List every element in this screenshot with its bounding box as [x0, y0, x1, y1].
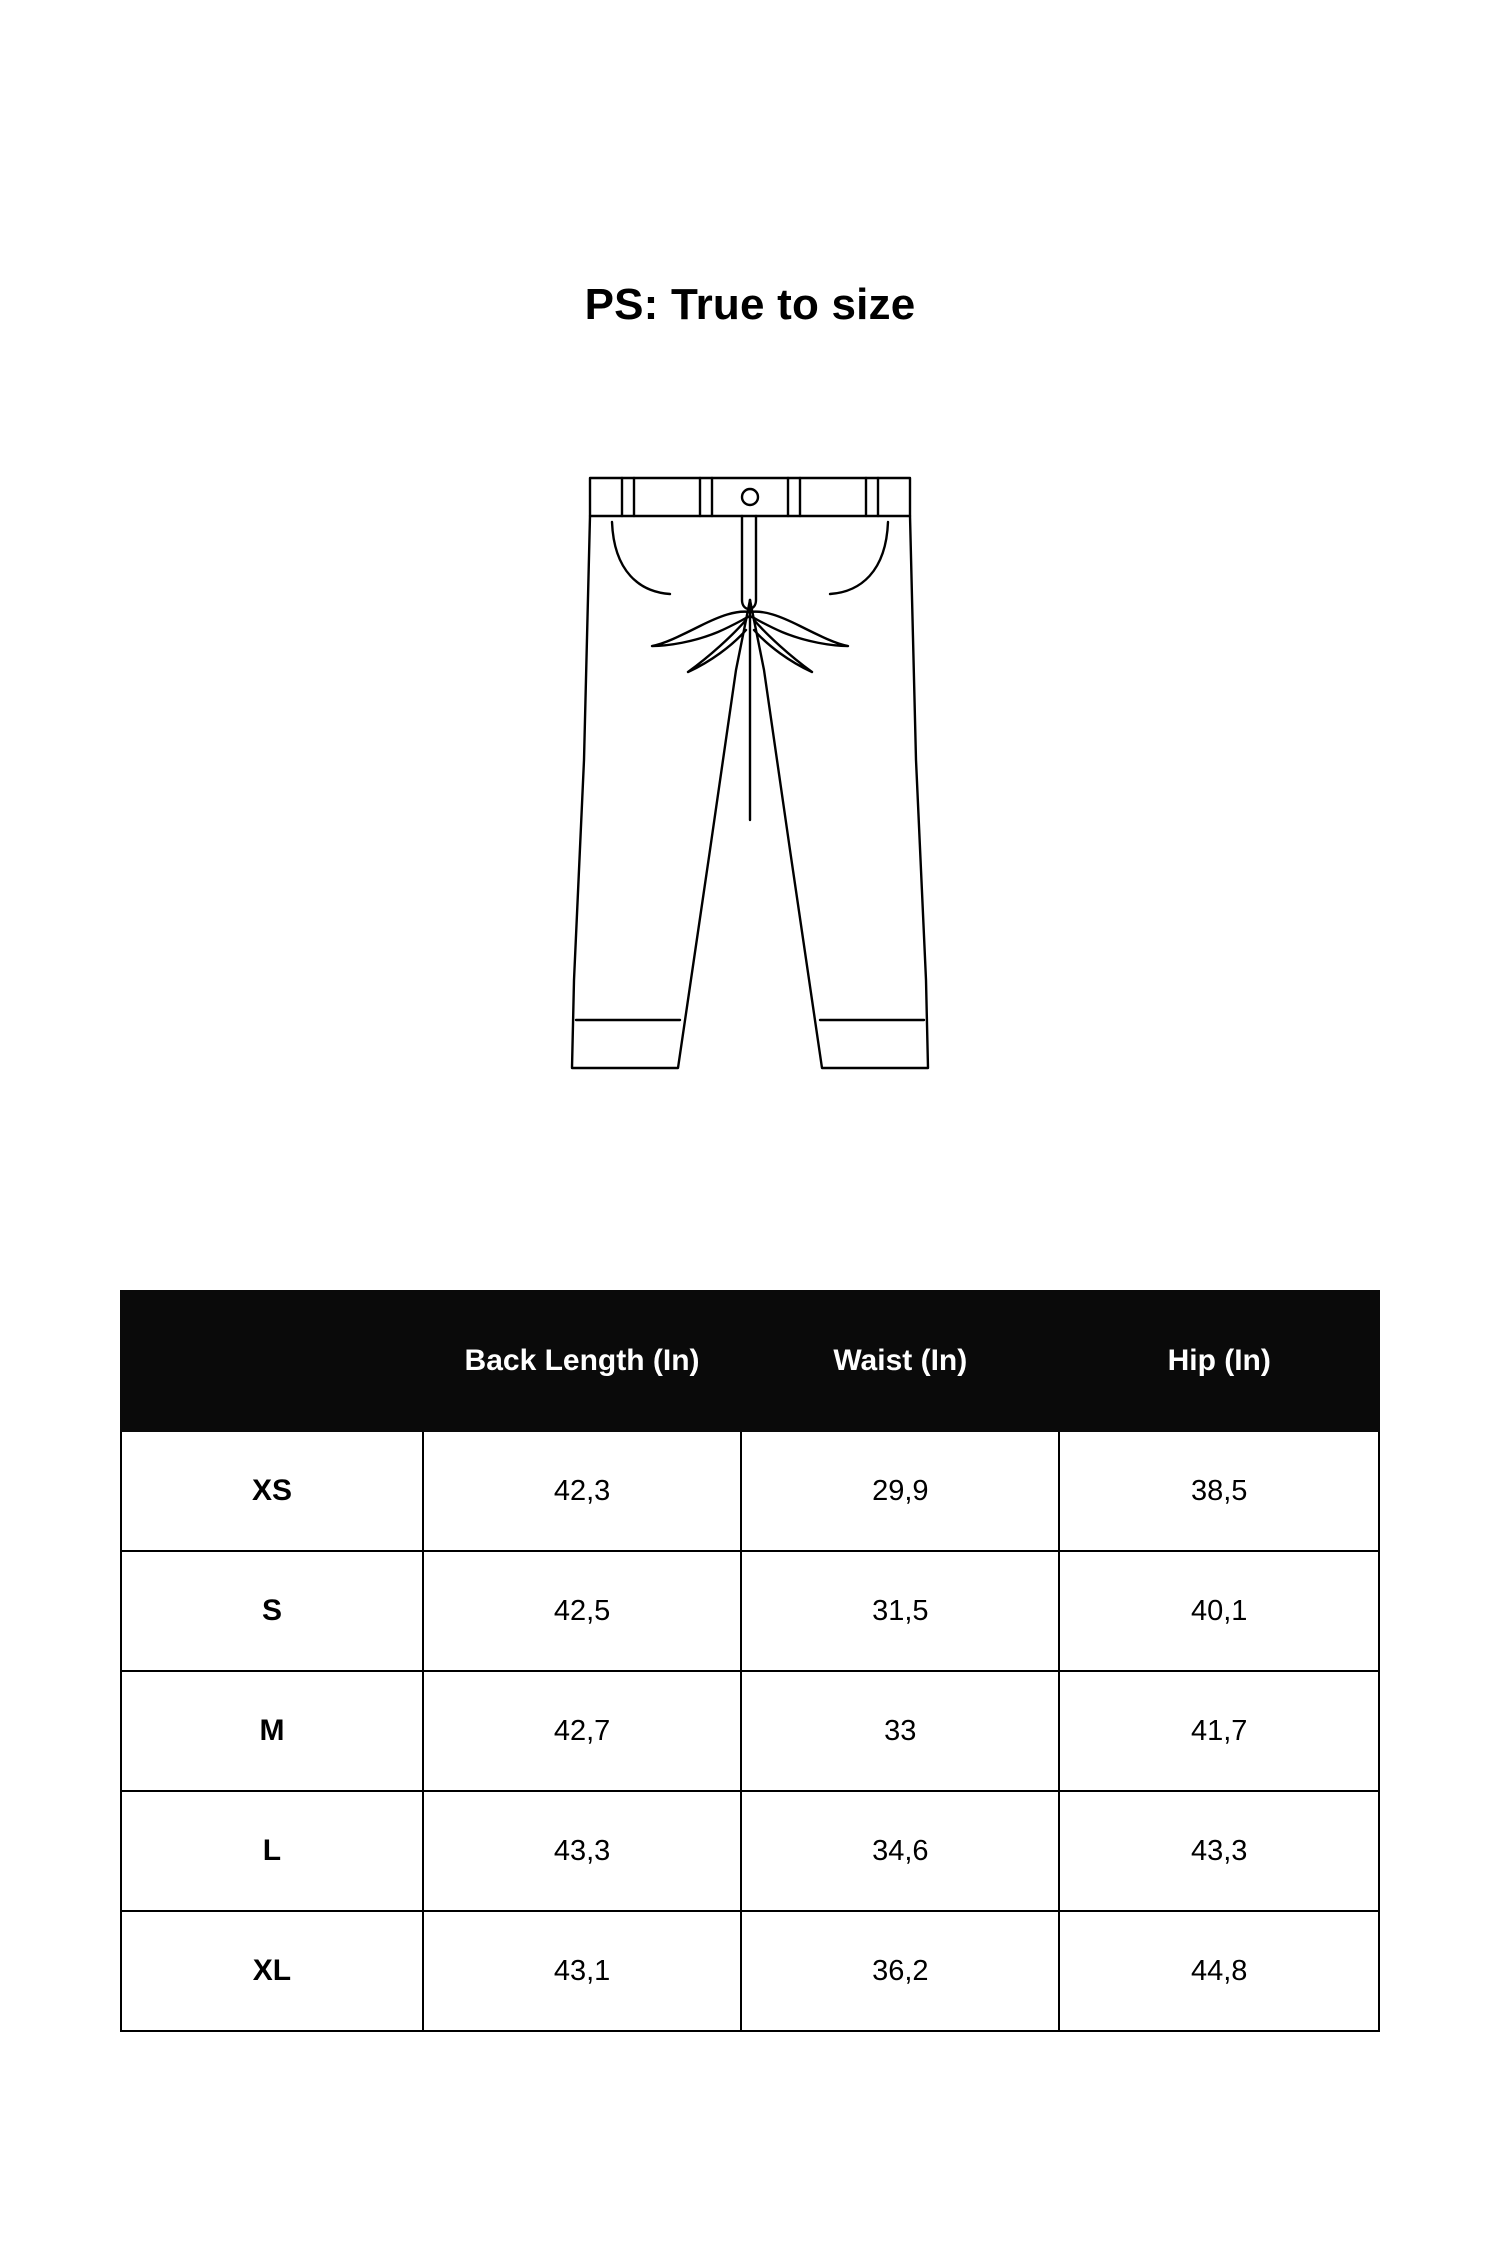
column-header-back-length: Back Length (In) — [423, 1291, 741, 1431]
table-row — [121, 1431, 1379, 1551]
table-header-row — [121, 1291, 1379, 1431]
table-header — [121, 1291, 1379, 1431]
cell-hip: 44,8 — [1059, 1911, 1379, 2031]
cell-hip: 41,7 — [1059, 1671, 1379, 1791]
table-row — [121, 1551, 1379, 1671]
size-table-container — [120, 1290, 1380, 2032]
table-corner-cell — [121, 1291, 423, 1431]
cell-back-length: 43,3 — [423, 1791, 741, 1911]
size-chart-table — [120, 1290, 1380, 2032]
cell-back-length: 42,7 — [423, 1671, 741, 1791]
cell-hip: 40,1 — [1059, 1551, 1379, 1671]
cell-waist: 36,2 — [741, 1911, 1059, 2031]
size-label-m: M — [121, 1671, 423, 1791]
cell-waist: 34,6 — [741, 1791, 1059, 1911]
column-header-hip: Hip (In) — [1059, 1291, 1379, 1431]
cell-waist: 33 — [741, 1671, 1059, 1791]
cell-hip: 38,5 — [1059, 1431, 1379, 1551]
cell-waist: 29,9 — [741, 1431, 1059, 1551]
size-label-xl: XL — [121, 1911, 423, 2031]
table-row — [121, 1671, 1379, 1791]
cell-back-length: 42,3 — [423, 1431, 741, 1551]
size-label-s: S — [121, 1551, 423, 1671]
page-title: PS: True to size — [584, 280, 916, 329]
table-body — [121, 1431, 1379, 2031]
cell-back-length: 42,5 — [423, 1551, 741, 1671]
table-row — [121, 1791, 1379, 1911]
cell-hip: 43,3 — [1059, 1791, 1379, 1911]
trousers-illustration — [540, 450, 960, 1150]
cell-waist: 31,5 — [741, 1551, 1059, 1671]
size-label-l: L — [121, 1791, 423, 1911]
column-header-waist: Waist (In) — [741, 1291, 1059, 1431]
table-row — [121, 1911, 1379, 2031]
cell-back-length: 43,1 — [423, 1911, 741, 2031]
size-label-xs: XS — [121, 1431, 423, 1551]
